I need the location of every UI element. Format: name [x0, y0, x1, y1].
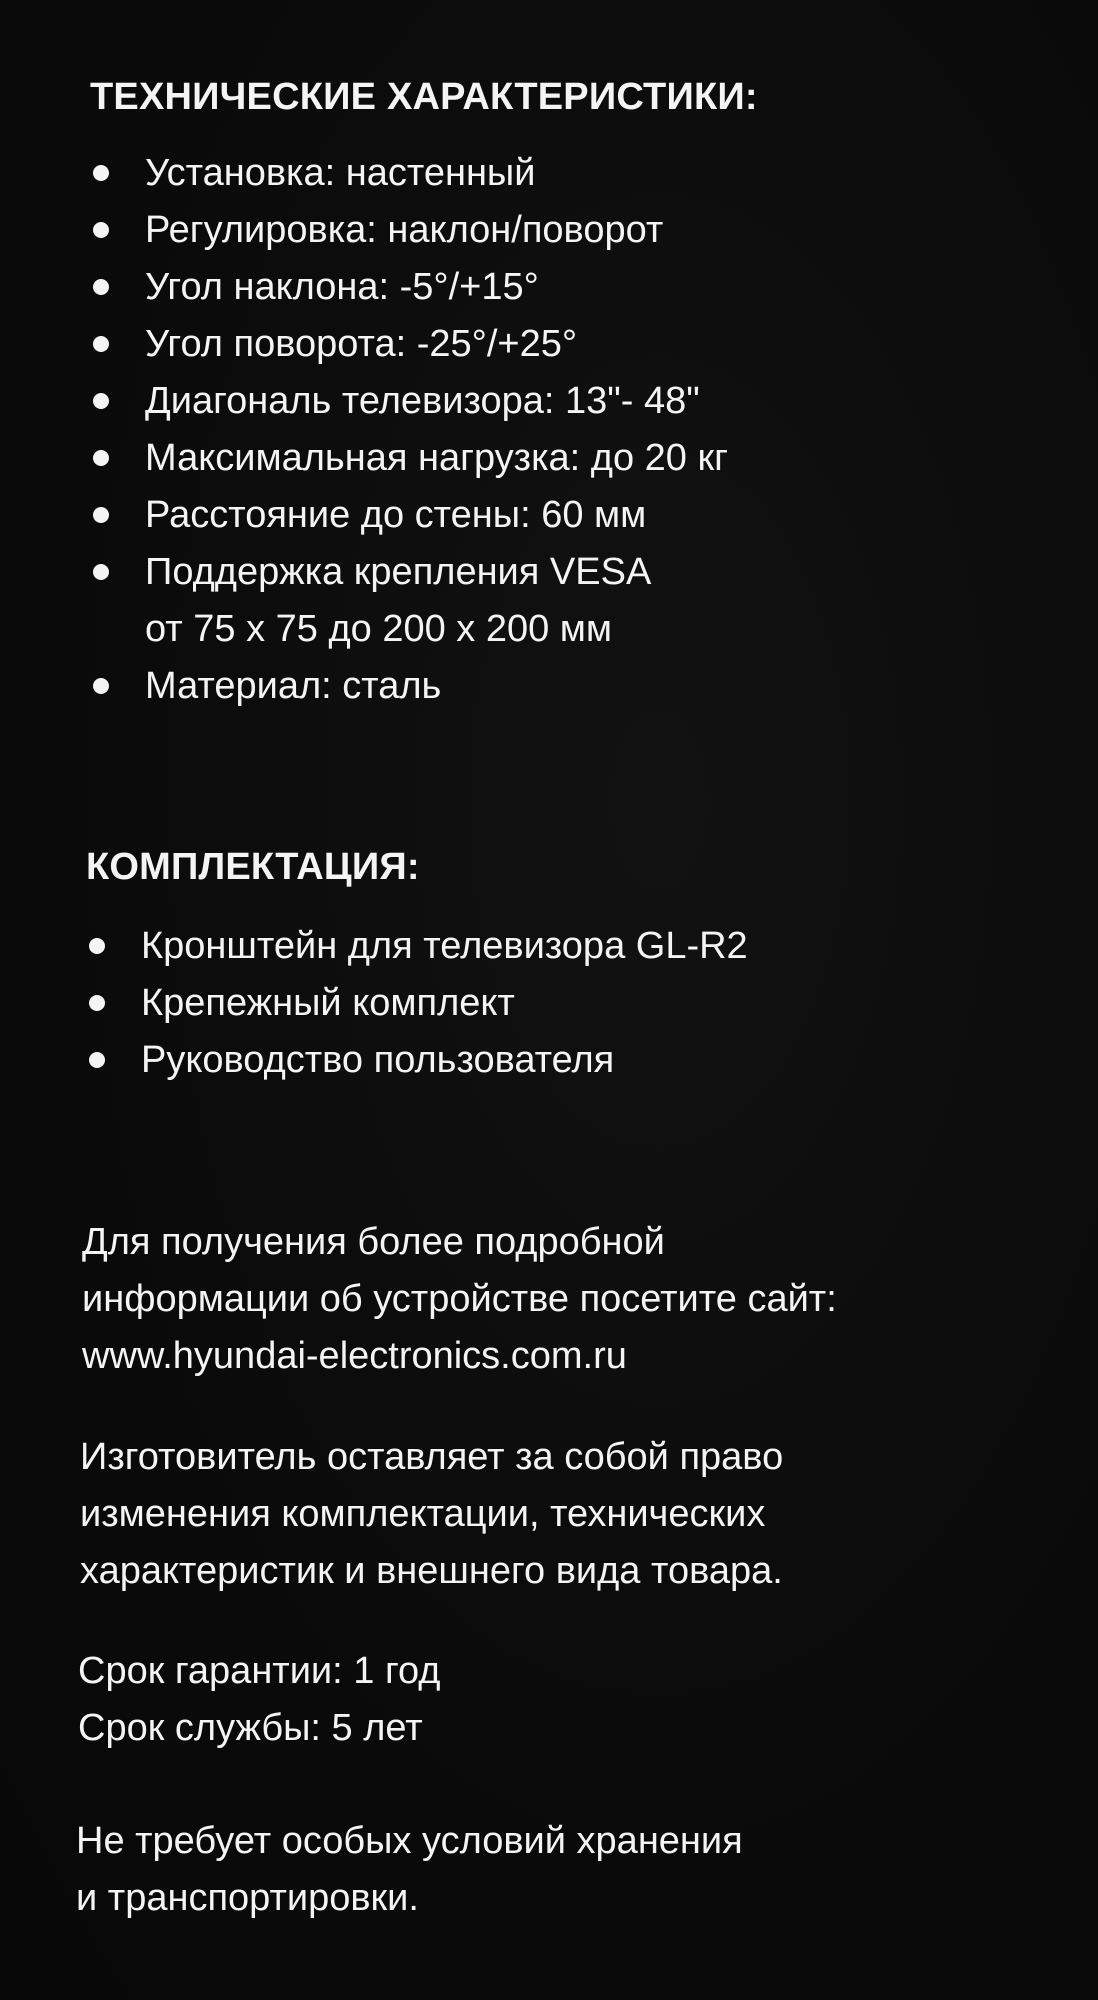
bullet-icon: [93, 222, 109, 238]
bullet-icon: [89, 938, 105, 954]
bullet-icon: [89, 995, 105, 1011]
storage-paragraph: [76, 1813, 743, 1927]
disclaimer-line: изменения комплектации, технических: [80, 1493, 766, 1535]
storage-line: Не требует особых условий хранения: [76, 1820, 743, 1862]
spec-item-max-load: [93, 430, 728, 487]
spec-item-tilt-angle: [93, 259, 728, 316]
warranty-period: Срок гарантии: 1 год: [78, 1650, 441, 1692]
spec-text: Поддержка крепления VESA: [145, 551, 652, 593]
spec-item-vesa: [93, 544, 728, 658]
bullet-icon: [93, 507, 109, 523]
spec-item-mounting: [93, 145, 728, 202]
warranty-paragraph: [78, 1643, 440, 1757]
disclaimer-line: Изготовитель оставляет за собой право: [80, 1436, 784, 1478]
service-life: Срок службы: 5 лет: [78, 1707, 423, 1749]
bullet-icon: [93, 393, 109, 409]
spec-item-wall-distance: [93, 487, 728, 544]
package-text: Крепежный комплект: [141, 982, 515, 1024]
specifications-list: [93, 145, 728, 715]
package-item-fasteners: [89, 975, 748, 1032]
spec-text-continued: от 75 х 75 до 200 х 200 мм: [145, 608, 613, 650]
package-text: Руководство пользователя: [141, 1039, 615, 1081]
disclaimer-line: характеристик и внешнего вида товара.: [80, 1550, 783, 1592]
spec-text: Регулировка: наклон/поворот: [145, 209, 664, 251]
package-list: [89, 918, 748, 1089]
specifications-heading: ТЕХНИЧЕСКИЕ ХАРАКТЕРИСТИКИ:: [90, 76, 758, 118]
package-item-bracket: [89, 918, 748, 975]
website-link[interactable]: www.hyundai-electronics.com.ru: [82, 1335, 627, 1377]
bullet-icon: [89, 1052, 105, 1068]
spec-text: Материал: сталь: [145, 665, 442, 707]
package-item-manual: [89, 1032, 748, 1089]
spec-text: Максимальная нагрузка: до 20 кг: [145, 437, 728, 479]
spec-text: Угол поворота: -25°/+25°: [145, 323, 578, 365]
spec-text: Расстояние до стены: 60 мм: [145, 494, 647, 536]
spec-item-swivel-angle: [93, 316, 728, 373]
spec-text: Установка: настенный: [145, 152, 536, 194]
bullet-icon: [93, 564, 109, 580]
bullet-icon: [93, 279, 109, 295]
spec-item-diagonal: [93, 373, 728, 430]
info-line: информации об устройстве посетите сайт:: [82, 1278, 837, 1320]
bullet-icon: [93, 678, 109, 694]
bullet-icon: [93, 165, 109, 181]
spec-item-material: [93, 658, 728, 715]
storage-line: и транспортировки.: [76, 1877, 419, 1919]
disclaimer-paragraph: [80, 1429, 783, 1600]
package-heading: КОМПЛЕКТАЦИЯ:: [86, 846, 420, 888]
bullet-icon: [93, 336, 109, 352]
spec-text: Угол наклона: -5°/+15°: [145, 266, 539, 308]
info-line: Для получения более подробной: [82, 1221, 665, 1263]
spec-text: Диагональ телевизора: 13"- 48": [145, 380, 700, 422]
package-text: Кронштейн для телевизора GL-R2: [141, 925, 748, 967]
more-info-paragraph: [82, 1214, 837, 1385]
spec-item-adjustment: [93, 202, 728, 259]
bullet-icon: [93, 450, 109, 466]
